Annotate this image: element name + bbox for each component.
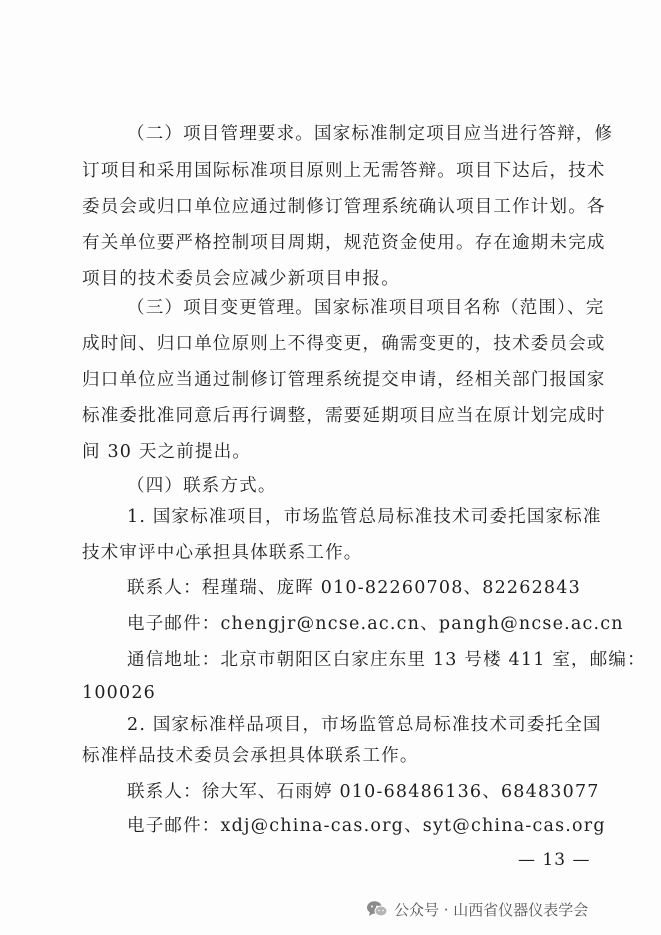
paragraph-2-line-2: 订项目和采用国际标准项目原则上无需答辩。项目下达后，技术 xyxy=(82,161,606,181)
paragraph-2-line-4: 有关单位要严格控制项目周期，规范资金使用。存在逾期未完成 xyxy=(82,233,606,253)
paragraph-3-line-3: 归口单位应当通过制修订管理系统提交申请，经相关部门报国家 xyxy=(82,370,606,390)
paragraph-2-line-5: 项目的技术委员会应减少新项目申报。 xyxy=(82,269,400,289)
paragraph-3-line-1: （三）项目变更管理。国家标准项目项目名称（范围）、完 xyxy=(127,298,605,318)
watermark xyxy=(366,898,588,920)
item-2-email: 电子邮件：xdj@china-cas.org、syt@china-cas.org xyxy=(127,816,606,836)
item-1-line-1: 1. 国家标准项目，市场监管总局标准技术司委托国家标准 xyxy=(127,507,602,527)
item-2-contact-person: 联系人：徐大军、石雨婷 010-68486136、68483077 xyxy=(127,782,600,802)
section-4-heading: （四）联系方式。 xyxy=(127,476,277,496)
paragraph-2-line-3: 委员会或归口单位应通过制修订管理系统确认项目工作计划。各 xyxy=(82,197,606,217)
item-1-email: 电子邮件：chengjr@ncse.ac.cn、pangh@ncse.ac.cn xyxy=(127,614,624,634)
wechat-icon xyxy=(366,900,388,918)
item-2-line-2: 标准样品技术委员会承担具体联系工作。 xyxy=(82,746,419,766)
item-2-line-1: 2. 国家标准样品项目，市场监管总局标准技术司委托全国 xyxy=(127,715,602,735)
item-1-address: 通信地址：北京市朝阳区白家庄东里 13 号楼 411 室，邮编： xyxy=(127,650,646,670)
item-1-postcode: 100026 xyxy=(82,683,157,703)
page-number: — 13 — xyxy=(518,850,591,870)
watermark-text: 公众号 · 山西省仪器仪表学会 xyxy=(394,900,589,919)
paragraph-2-line-1: （二）项目管理要求。国家标准制定项目应当进行答辩，修 xyxy=(127,124,614,144)
paragraph-3-line-4: 标准委批准同意后再行调整，需要延期项目应当在原计划完成时 xyxy=(82,406,606,426)
item-1-contact-person: 联系人：程瑾瑞、庞晖 010-82260708、82262843 xyxy=(127,578,581,598)
item-1-line-2: 技术审评中心承担具体联系工作。 xyxy=(82,543,363,563)
paragraph-3-line-5: 间 30 天之前提出。 xyxy=(82,442,252,462)
paragraph-3-line-2: 成时间、归口单位原则上不得变更，确需变更的，技术委员会或 xyxy=(82,334,606,354)
